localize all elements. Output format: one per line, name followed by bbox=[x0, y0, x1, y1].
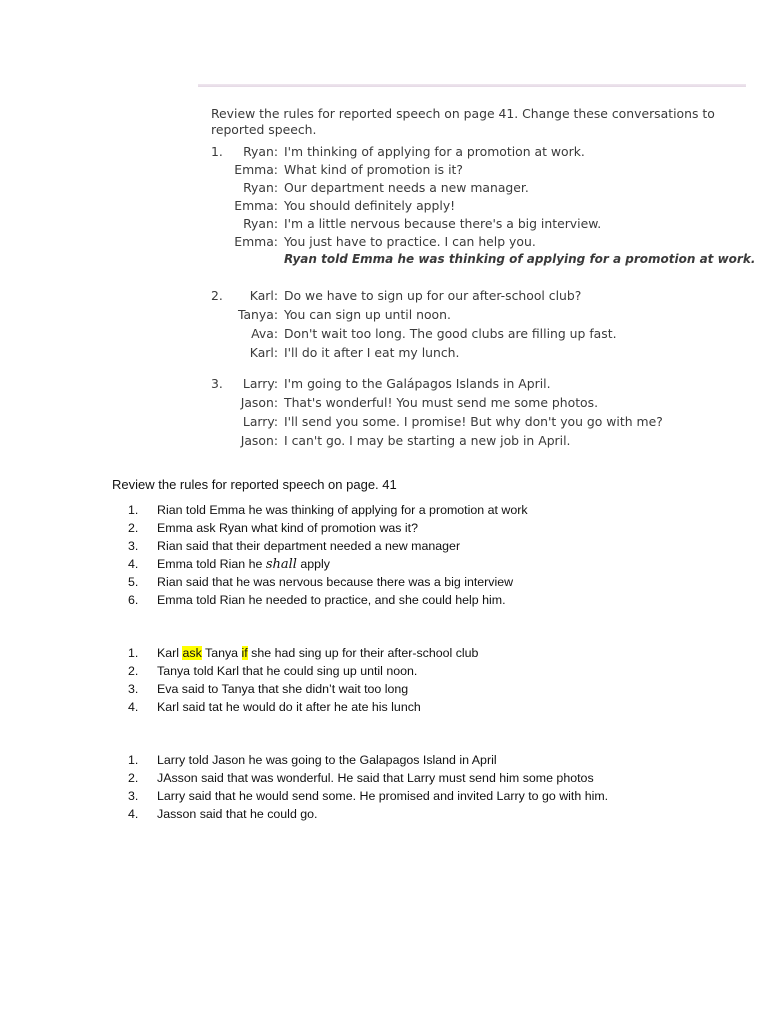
utterance: I'm going to the Galápagos Islands in April. bbox=[284, 376, 551, 391]
conversation-number: 2. bbox=[211, 288, 223, 303]
utterance: I'm thinking of applying for a promotion at work. bbox=[284, 144, 585, 159]
scan-top-rule bbox=[198, 84, 746, 87]
speaker: Ryan: bbox=[243, 144, 278, 159]
speaker: Emma: bbox=[234, 234, 278, 249]
speaker: Karl: bbox=[249, 345, 278, 360]
speaker: Larry: bbox=[242, 376, 278, 391]
conversation-number: 1. bbox=[211, 144, 223, 159]
speaker: Jason: bbox=[240, 395, 278, 410]
speaker: Ryan: bbox=[243, 180, 278, 195]
utterance: I'll send you some. I promise! But why don't you go with me? bbox=[284, 414, 663, 429]
speaker: Jason: bbox=[240, 433, 278, 448]
example-answer: Ryan told Emma he was thinking of applying for a promotion at work. bbox=[284, 252, 756, 266]
utterance: You can sign up until noon. bbox=[284, 307, 451, 322]
utterance: Our department needs a new manager. bbox=[284, 180, 529, 195]
scanned-exercise bbox=[198, 84, 756, 460]
speaker: Karl: bbox=[249, 288, 278, 303]
speaker: Emma: bbox=[234, 198, 278, 213]
utterance: That's wonderful! You must send me some photos. bbox=[284, 395, 599, 410]
utterance: I'll do it after I eat my lunch. bbox=[284, 345, 460, 360]
speaker: Ryan: bbox=[243, 216, 278, 231]
speaker: Emma: bbox=[234, 162, 278, 177]
utterance: You should definitely apply! bbox=[284, 198, 456, 213]
highlighted-word: if bbox=[241, 646, 248, 660]
speaker: Tanya: bbox=[237, 307, 278, 322]
exercise-instructions: Review the rules for reported speech on page 41. Change these conversations to reported speech. bbox=[211, 106, 715, 137]
utterance: Do we have to sign up for our after-school club? bbox=[284, 288, 582, 303]
speaker: Larry: bbox=[242, 414, 278, 429]
utterance: I'm a little nervous because there's a big interview. bbox=[284, 216, 602, 231]
highlighted-word: ask bbox=[182, 646, 202, 660]
utterance: What kind of promotion is it? bbox=[284, 162, 463, 177]
speaker: Ava: bbox=[251, 326, 278, 341]
utterance: I can't go. I may be starting a new job in April. bbox=[284, 433, 571, 448]
script-word: shall bbox=[265, 557, 297, 572]
utterance: You just have to practice. I can help you. bbox=[284, 234, 536, 249]
utterance: Don't wait too long. The good clubs are filling up fast. bbox=[284, 326, 617, 341]
typed-title: Review the rules for reported speech on page. 41 bbox=[112, 477, 397, 492]
conversation-number: 3. bbox=[211, 376, 223, 391]
